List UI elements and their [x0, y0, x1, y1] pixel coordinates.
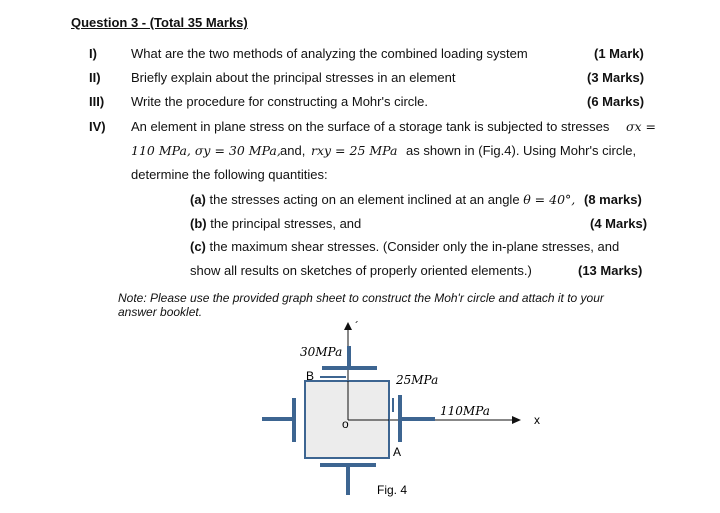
item-marks: (3 Marks): [587, 70, 645, 85]
question-title: Question 3 - (Total 35 Marks): [71, 15, 248, 30]
item-text: determine the following quantities:: [131, 167, 328, 182]
subpart-marks: (8 marks): [584, 192, 642, 207]
subpart-label: (a): [190, 192, 206, 207]
item-number: I): [89, 46, 97, 61]
subpart-text: the maximum shear stresses. (Consider only the in-plane stresses, and: [209, 239, 620, 254]
x-axis-label: x: [534, 413, 540, 427]
subpart-label: (b): [190, 216, 207, 231]
origin-label: o: [342, 417, 349, 431]
point-b-label: B: [306, 369, 315, 383]
sigma-x-label: σx =: [626, 119, 657, 134]
point-a-label: A: [393, 445, 402, 459]
y-axis-arrowhead: [344, 322, 352, 330]
subpart-label: (c): [190, 239, 206, 254]
x-axis-arrowhead: [512, 416, 521, 424]
item-marks: (1 Mark): [594, 46, 644, 61]
subpart-text: the principal stresses, and: [210, 216, 362, 231]
item-number: II): [89, 70, 101, 85]
subpart-marks: (13 Marks): [578, 263, 643, 278]
angle-value: θ = 40°,: [523, 192, 576, 207]
item-text: Briefly explain about the principal stresses in an element: [131, 70, 456, 85]
rxy-value: rxy = 25 MPa: [311, 143, 398, 158]
figure-caption: Fig. 4: [377, 483, 408, 497]
and-word: and,: [280, 143, 306, 158]
item-marks: (6 Marks): [587, 94, 645, 109]
subpart-text: the stresses acting on an element inclined at an angle: [209, 192, 520, 207]
subpart-marks: (4 Marks): [590, 216, 648, 231]
sigma-y-label: 30MPa: [300, 345, 343, 359]
note-text: Note: Please use the provided graph sheet to construct the Moh'r circle and attach it to your answer booklet.: [118, 291, 604, 319]
stress-values: 110 MPa, σy = 30 MPa,: [131, 143, 281, 158]
item-number: IV): [89, 119, 106, 134]
sigma-x-label: 110MPa: [440, 404, 490, 418]
item-text: Write the procedure for constructing a Mohr's circle.: [131, 94, 429, 109]
subpart-text-2: show all results on sketches of properly oriented elements.): [190, 263, 532, 278]
item-text: What are the two methods of analyzing the combined loading system: [131, 46, 528, 61]
item-number: III): [89, 94, 105, 109]
item-text-tail: as shown in (Fig.4). Using Mohr's circle,: [406, 143, 637, 158]
item-text: An element in plane stress on the surface of a storage tank is subjected to stresses: [131, 119, 610, 134]
y-axis-tick: ´: [355, 319, 359, 333]
tau-label: 25MPa: [396, 373, 439, 387]
